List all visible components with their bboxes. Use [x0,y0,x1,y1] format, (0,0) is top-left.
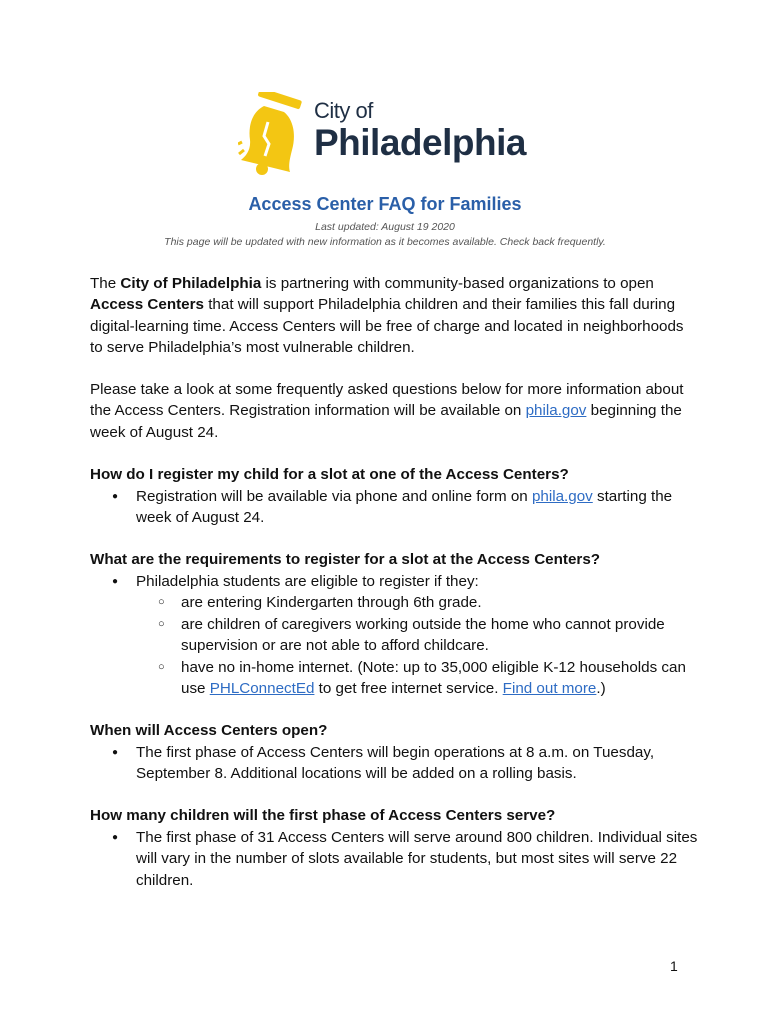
access-centers-bold: Access Centers [90,296,204,314]
page-number: 1 [670,958,678,974]
faq-question-register: How do I register my child for a slot at one of the Access Centers? [90,466,569,483]
last-updated: Last updated: August 19 2020 [315,221,455,233]
logo-city-of: City of [314,98,373,123]
list-item: ● Philadelphia students are eligible to register if they: ○ are entering Kindergarten through 6th grade. ○ are children of caregivers working outside the home who cannot provide supervision or are not able to afford childcare. ○ have no in-home internet. (Note: up to 35,000 eligible K-12 households can use PHLConnectEd to get free internet service. Find out more.) [90,571,700,699]
faq-answer-capacity [90,827,700,891]
city-logo [238,92,538,176]
intro-paragraph: The City of Philadelphia is partnering with community-based organizations to open Access Centers that will support Philadelphia children and their families this fall during digital-learning time. Access Centers will be free of charge and located in neighborhoods to serve Philadelphia’s most vulnerable children. [90,275,684,357]
info-paragraph: Please take a look at some frequently asked questions below for more information about the Access Centers. Registration information will be available on phila.gov beginning the week of August 24. [90,381,684,441]
faq-answer-requirements [90,571,700,699]
faq-answer-register [90,486,700,529]
list-item: ○ are children of caregivers working outside the home who cannot provide supervision or are not able to afford childcare. [136,614,700,657]
phila-gov-link[interactable]: phila.gov [525,402,587,420]
requirements-sublist [136,592,700,699]
find-out-more-link[interactable]: Find out more [502,680,597,698]
faq-answer-open [90,742,700,785]
city-name-bold: City of Philadelphia [120,275,262,292]
list-item: ● The first phase of Access Centers will begin operations at 8 a.m. on Tuesday, September 8. Additional locations will be added on a rolling basis. [90,742,700,785]
faq-question-requirements: What are the requirements to register for a slot at the Access Centers? [90,551,601,568]
logo-philadelphia: Philadelphia [314,122,526,163]
phlconnected-link[interactable]: PHLConnectEd [209,680,315,698]
faq-question-open: When will Access Centers open? [90,722,328,739]
update-notice: This page will be updated with new information as it becomes available. Check back frequently. [164,236,606,248]
list-item: ● Registration will be available via phone and online form on phila.gov starting the week of August 24. [90,486,700,529]
page-title: Access Center FAQ for Families [248,194,522,214]
list-item: ● The first phase of 31 Access Centers will serve around 800 children. Individual sites will vary in the number of slots available for students, but most sites will serve 22 children. [90,827,700,891]
faq-question-capacity: How many children will the first phase of Access Centers serve? [90,807,556,824]
list-item: ○ are entering Kindergarten through 6th grade. [136,592,700,613]
liberty-bell-icon [238,92,310,176]
list-item: ○ have no in-home internet. (Note: up to 35,000 eligible K-12 households can use PHLConnectEd to get free internet service. Find out more.) [136,657,700,700]
phila-gov-link[interactable]: phila.gov [531,488,593,505]
